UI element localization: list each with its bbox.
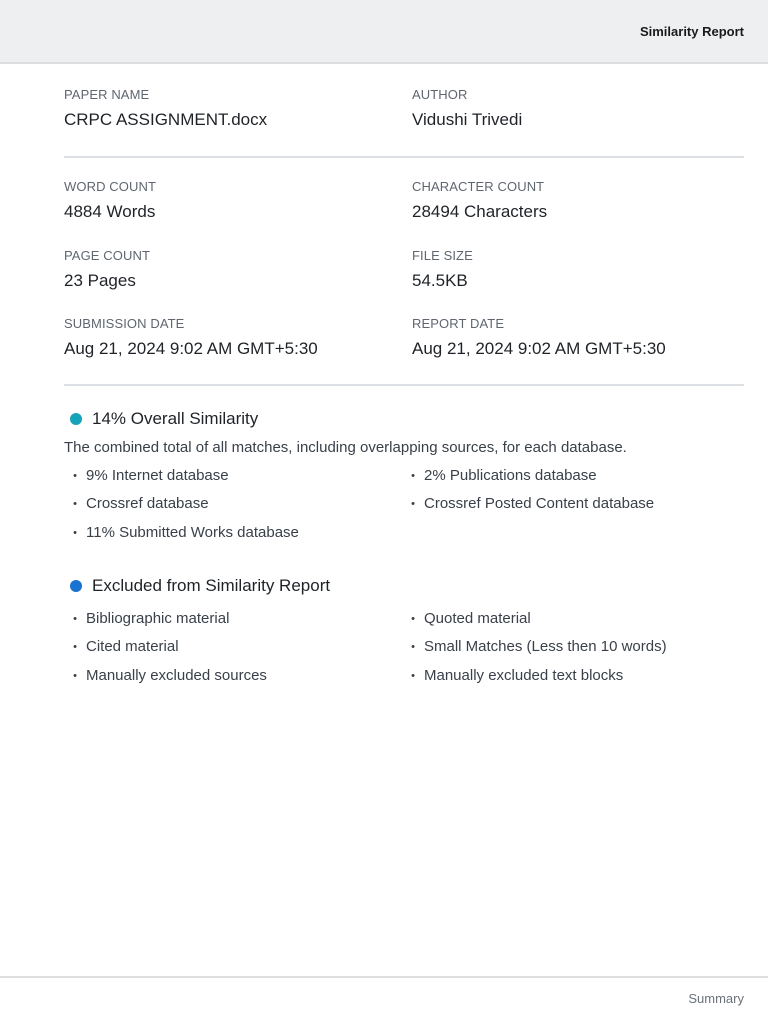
author-field [412, 87, 522, 130]
author-value: Vidushi Trivedi [412, 110, 523, 129]
file-size-label: FILE SIZE [412, 248, 473, 263]
word-count-label: WORD COUNT [64, 179, 156, 194]
excluded-item: • Bibliographic material [73, 610, 230, 627]
page-count-label: PAGE COUNT [64, 248, 150, 263]
character-count-value: 28494 Characters [412, 202, 548, 221]
author-label: AUTHOR [412, 87, 468, 102]
report-header [0, 0, 768, 64]
excluded-title: Excluded from Similarity Report [92, 576, 331, 595]
divider [64, 384, 744, 386]
excluded-heading [70, 576, 330, 596]
file-size-field [412, 248, 473, 291]
excluded-item: • Manually excluded sources [73, 667, 267, 684]
similarity-item: • 9% Internet database [73, 467, 229, 484]
excluded-item: • Cited material [73, 638, 179, 655]
report-date-value: Aug 21, 2024 9:02 AM GMT+5:30 [412, 339, 666, 358]
report-date-field [412, 316, 666, 359]
similarity-item: • Crossref database [73, 495, 209, 512]
word-count-field [64, 179, 156, 222]
similarity-description: The combined total of all matches, including overlapping sources, for each database. [64, 439, 627, 456]
character-count-label: CHARACTER COUNT [412, 179, 545, 194]
footer-divider [0, 976, 768, 978]
similarity-dot-icon [70, 413, 82, 425]
submission-date-field [64, 316, 318, 359]
word-count-value: 4884 Words [64, 202, 156, 221]
similarity-item: • 11% Submitted Works database [73, 524, 299, 541]
similarity-item: • 2% Publications database [411, 467, 597, 484]
report-date-label: REPORT DATE [412, 316, 505, 331]
excluded-item: • Manually excluded text blocks [411, 667, 624, 684]
footer-summary-label: Summary [688, 991, 744, 1006]
excluded-dot-icon [70, 580, 82, 592]
paper-name-field [64, 87, 267, 130]
character-count-field [412, 179, 547, 222]
paper-name-label: PAPER NAME [64, 87, 150, 102]
divider [64, 156, 744, 158]
paper-name-value: CRPC ASSIGNMENT.docx [64, 110, 268, 129]
excluded-item: • Quoted material [411, 610, 531, 627]
overall-similarity-title: 14% Overall Similarity [92, 409, 259, 428]
submission-date-value: Aug 21, 2024 9:02 AM GMT+5:30 [64, 339, 318, 358]
excluded-item: • Small Matches (Less then 10 words) [411, 638, 667, 655]
file-size-value: 54.5KB [412, 271, 468, 290]
submission-date-label: SUBMISSION DATE [64, 316, 185, 331]
overall-similarity-heading [70, 409, 258, 429]
report-title: Similarity Report [639, 24, 744, 39]
page-count-field [64, 248, 150, 291]
page-count-value: 23 Pages [64, 271, 136, 290]
similarity-item: • Crossref Posted Content database [411, 495, 655, 512]
